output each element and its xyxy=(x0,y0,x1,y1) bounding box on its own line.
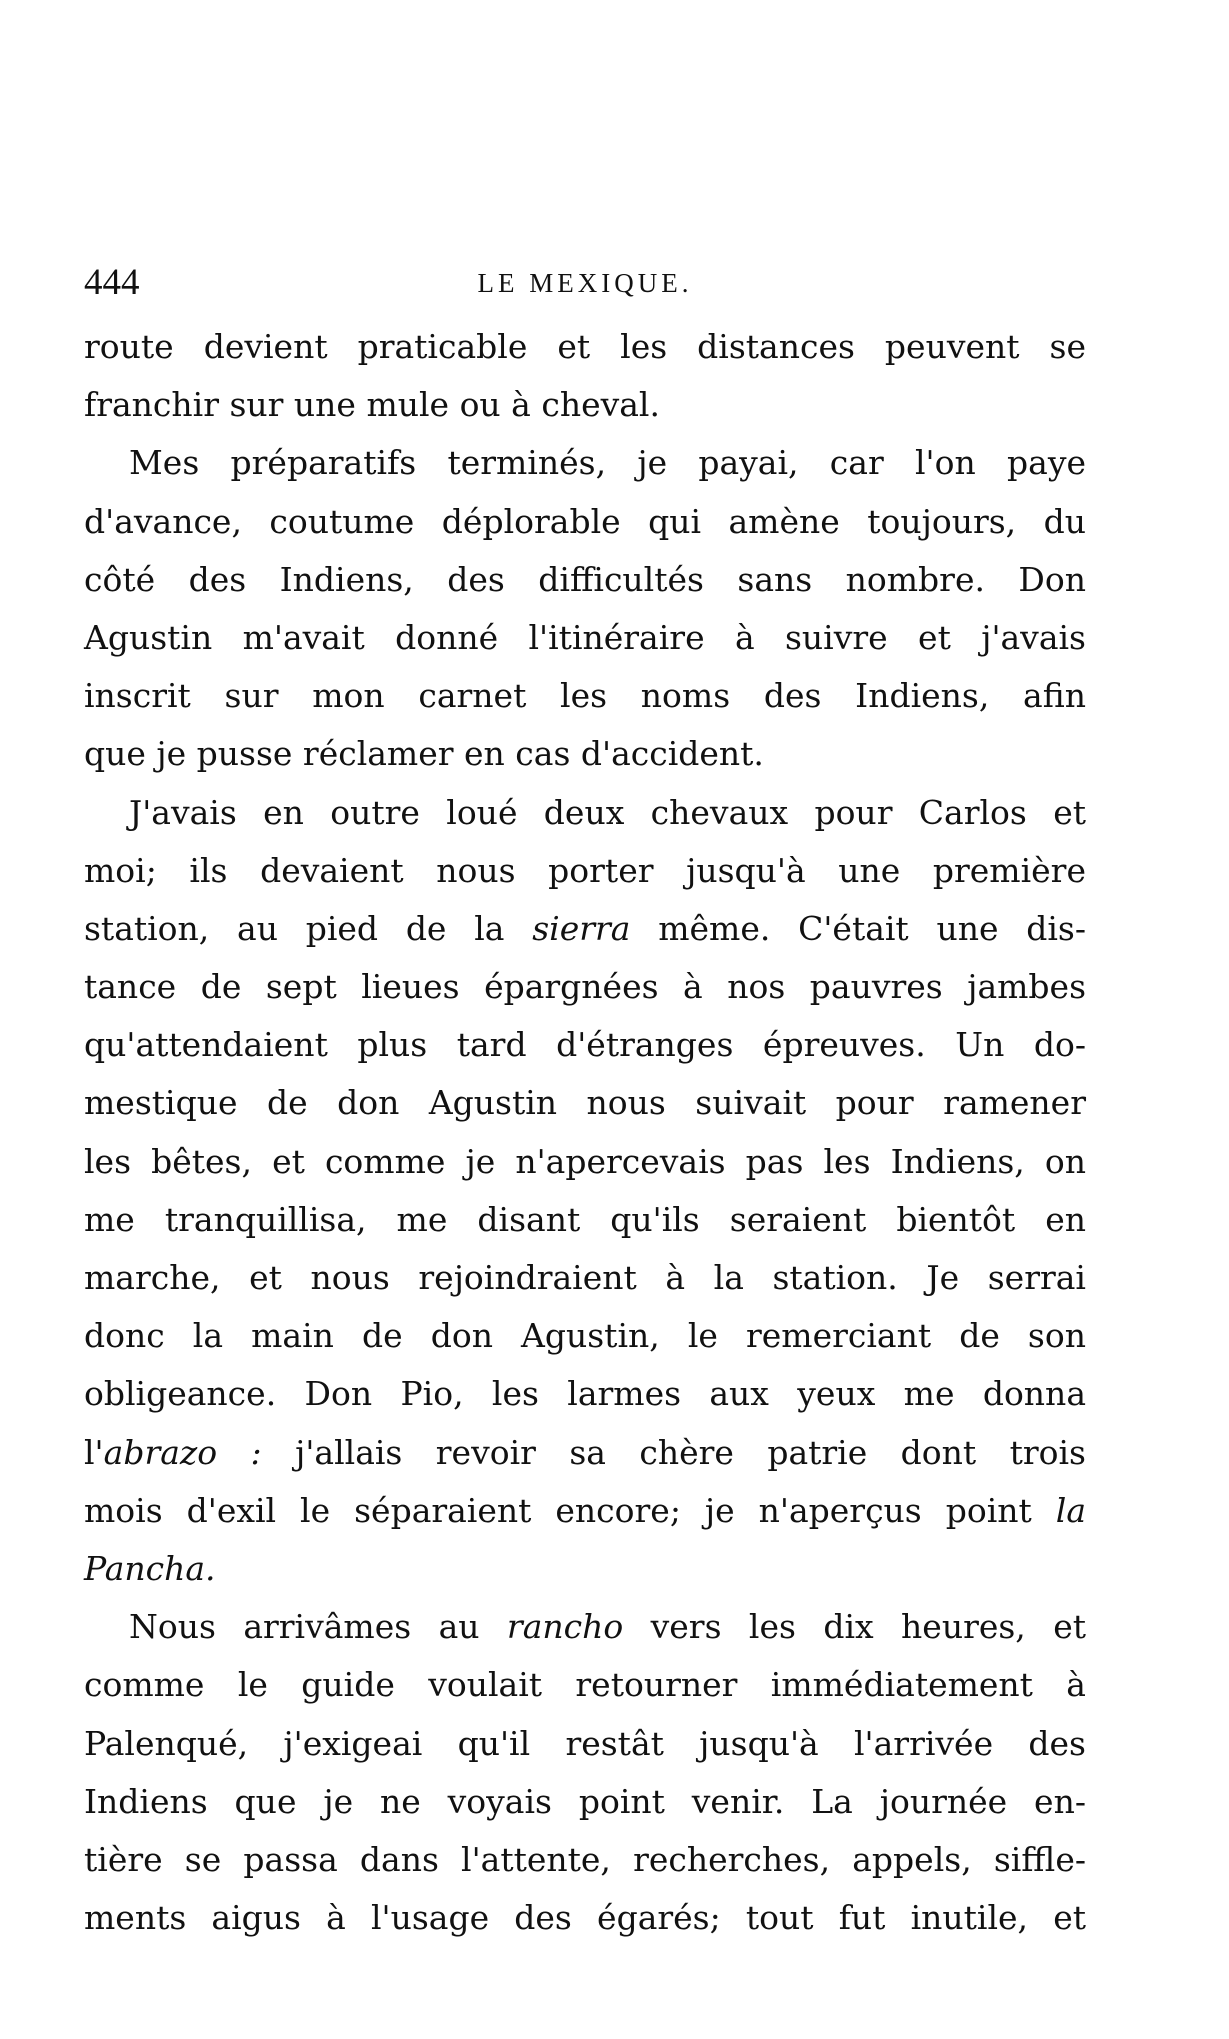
text-line: route devient praticable et les distances peuvent se xyxy=(84,327,1086,366)
running-title: LE MEXIQUE. xyxy=(477,268,693,298)
text-line: Mes préparatifs terminés, je payai, car l'on paye xyxy=(129,443,1086,483)
text-line: donc la main de don Agustin, le remerciant de son xyxy=(84,1316,1086,1356)
italic-word: la xyxy=(1055,1490,1086,1530)
text-segment: mois d'exil le séparaient encore; je n'aperçus point xyxy=(84,1490,1056,1530)
text-line: inscrit sur mon carnet les noms des Indiens, afin xyxy=(84,676,1086,716)
text-line: moi; ils devaient nous porter jusqu'à une première xyxy=(84,850,1086,890)
text-line: comme le guide voulait retourner immédiatement à xyxy=(84,1665,1086,1705)
text-segment: vers les dix heures, et xyxy=(623,1607,1086,1647)
text-line: Agustin m'avait donné l'itinéraire à suivre et j'avais xyxy=(84,617,1086,657)
text-line: Palenqué, j'exigeai qu'il restât jusqu'à l'arrivée des xyxy=(84,1723,1086,1763)
text-line: mestique de don Agustin nous suivait pour ramener xyxy=(84,1083,1086,1123)
text-line: que je pusse réclamer en cas d'accident. xyxy=(84,734,764,774)
text-segment: même. C'était une dis- xyxy=(630,908,1086,948)
text-line: J'avais en outre loué deux chevaux pour Carlos et xyxy=(129,792,1086,832)
text-line: qu'attendaient plus tard d'étranges épreuves. Un do- xyxy=(84,1025,1086,1065)
italic-word: sierra xyxy=(532,908,631,948)
text-line xyxy=(84,1598,1086,1656)
text-line: tance de sept lieues épargnées à nos pauvres jambes xyxy=(84,967,1086,1007)
italic-word: abrazo : xyxy=(103,1432,262,1472)
italic-word: rancho xyxy=(506,1607,624,1647)
text-line: marche, et nous rejoindraient à la station. Je serrai xyxy=(84,1258,1086,1297)
text-line xyxy=(84,1482,1086,1540)
text-line: ments aigus à l'usage des égarés; tout fut inutile, et xyxy=(84,1898,1086,1938)
text-line: d'avance, coutume déplorable qui amène toujours, du xyxy=(84,501,1086,541)
italic-word: Pancha. xyxy=(84,1548,216,1588)
text-line xyxy=(84,1540,1086,1598)
text-segment: Nous arrivâmes au xyxy=(129,1607,507,1647)
paragraph-1 xyxy=(84,318,1086,434)
paragraph-4 xyxy=(84,1598,1086,1947)
text-line: me tranquillisa, me disant qu'ils seraient bientôt en xyxy=(84,1199,1086,1239)
paragraph-2 xyxy=(84,434,1086,783)
text-line xyxy=(84,900,1086,958)
paragraph-3 xyxy=(84,784,1086,1599)
text-segment: j'allais revoir sa chère patrie dont trois xyxy=(261,1432,1086,1472)
running-head xyxy=(84,258,1086,308)
text-line: les bêtes, et comme je n'apercevais pas les Indiens, on xyxy=(84,1141,1086,1181)
text-line: tière se passa dans l'attente, recherches, appels, siffle- xyxy=(84,1839,1086,1879)
text-segment: station, au pied de la xyxy=(84,908,533,948)
text-line: franchir sur une mule ou à cheval. xyxy=(84,385,660,425)
text-segment: l' xyxy=(84,1432,104,1472)
text-line xyxy=(84,1424,1086,1482)
text-line: Indiens que je ne voyais point venir. La journée en- xyxy=(84,1781,1086,1821)
body-text xyxy=(84,318,1086,1947)
page-number: 444 xyxy=(84,262,140,303)
text-line: côté des Indiens, des difficultés sans nombre. Don xyxy=(84,559,1086,599)
text-line: obligeance. Don Pio, les larmes aux yeux me donna xyxy=(84,1374,1086,1414)
